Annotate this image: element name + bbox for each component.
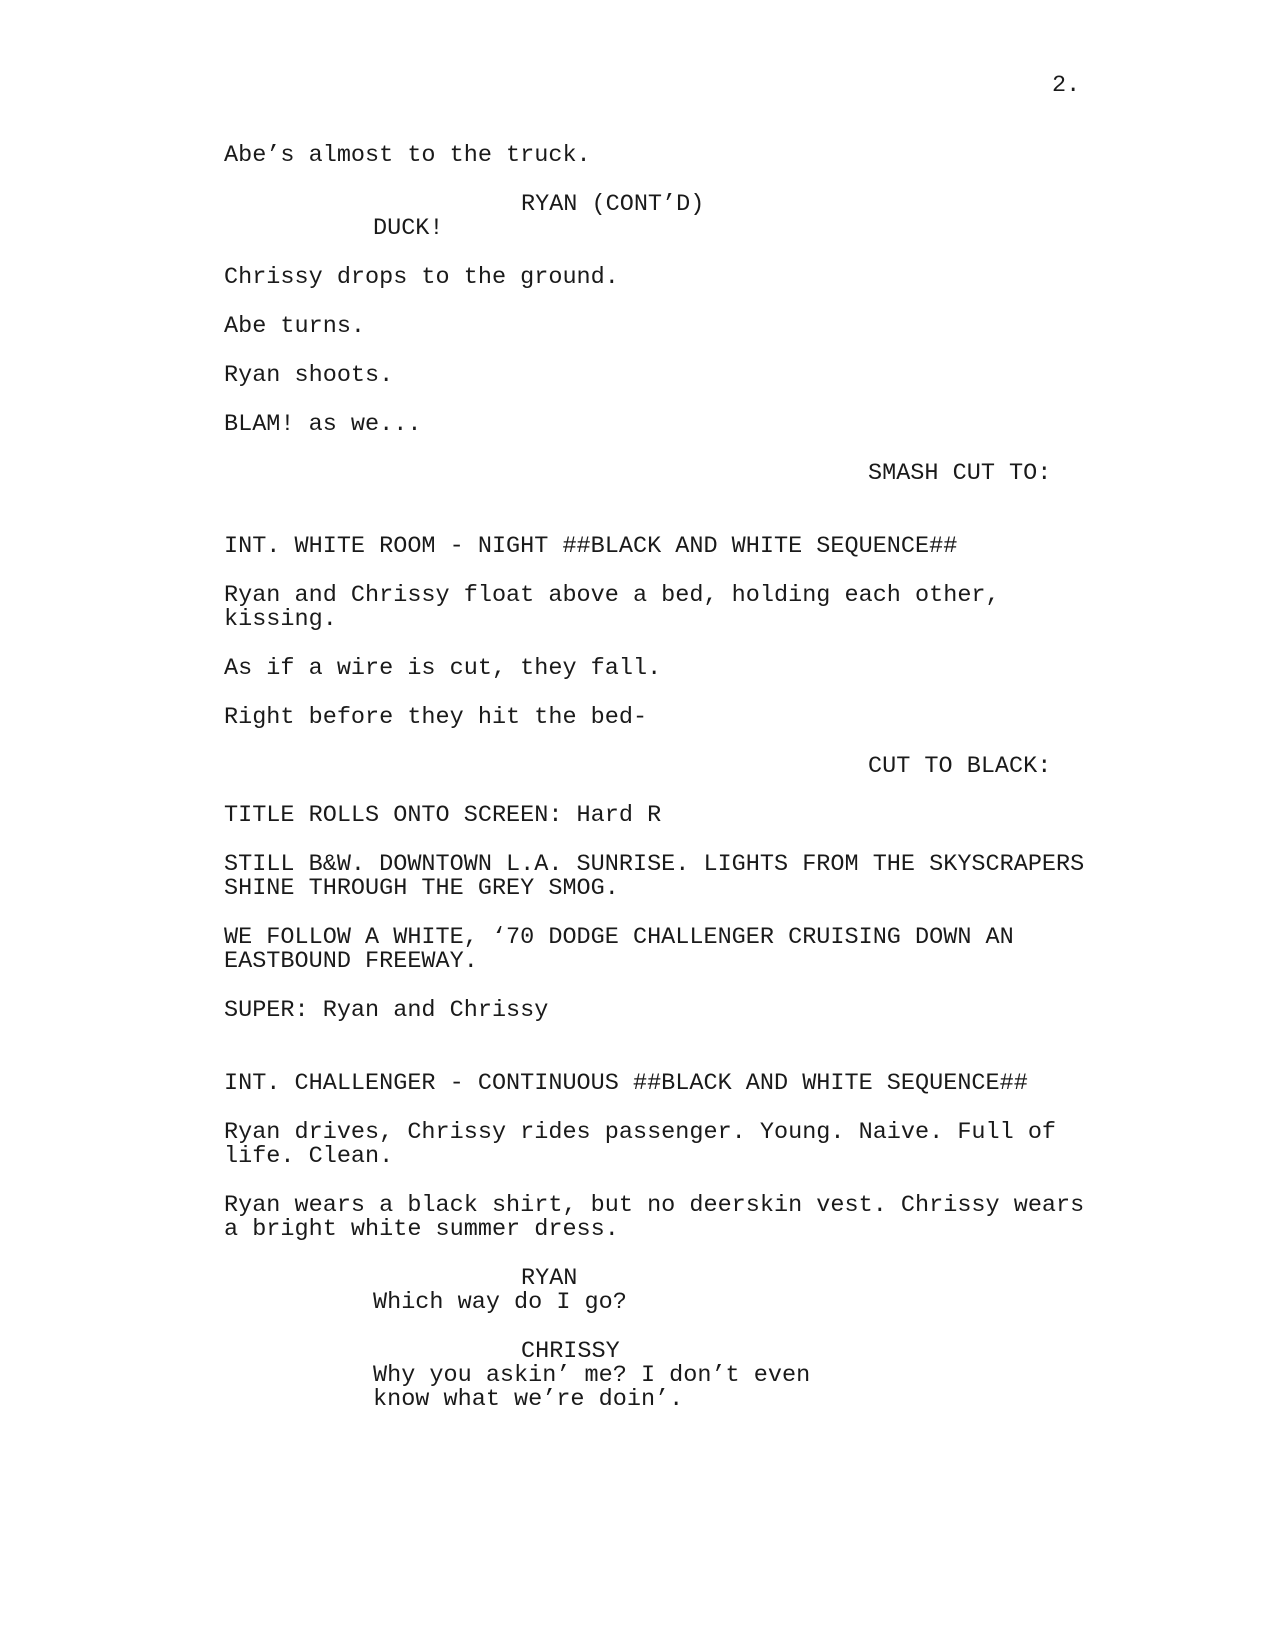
action-line: a bright white summer dress. — [224, 1216, 619, 1243]
action-line: Ryan shoots. — [224, 362, 394, 389]
action-line: SHINE THROUGH THE GREY SMOG. — [224, 875, 619, 902]
action-line: As if a wire is cut, they fall. — [224, 655, 662, 682]
action-line: EASTBOUND FREEWAY. — [224, 948, 478, 975]
action-line: TITLE ROLLS ONTO SCREEN: Hard R — [224, 802, 662, 829]
dialogue-line: Why you askin’ me? I don’t even — [373, 1362, 811, 1389]
character-cue: CHRISSY — [521, 1338, 620, 1365]
action-line: kissing. — [224, 606, 337, 633]
action-line: Ryan wears a black shirt, but no deerskin vest. Chrissy wears — [224, 1192, 1085, 1219]
action-line: Right before they hit the bed- — [224, 704, 648, 731]
action-line: Ryan drives, Chrissy rides passenger. Young. Naive. Full of — [224, 1119, 1057, 1146]
action-line: STILL B&W. DOWNTOWN L.A. SUNRISE. LIGHTS FROM THE SKYSCRAPERS — [224, 851, 1085, 878]
dialogue-line: DUCK! — [373, 215, 444, 242]
page-number: 2. — [1052, 72, 1081, 99]
action-line: SUPER: Ryan and Chrissy — [224, 997, 549, 1024]
dialogue-line: know what we’re doin’. — [373, 1386, 684, 1413]
action-line: WE FOLLOW A WHITE, ‘70 DODGE CHALLENGER CRUISING DOWN AN — [224, 924, 1014, 951]
dialogue-line: Which way do I go? — [373, 1289, 627, 1316]
action-line: life. Clean. — [224, 1143, 394, 1170]
transition: SMASH CUT TO: — [868, 460, 1052, 487]
action-line: Abe turns. — [224, 313, 366, 340]
action-line: Ryan and Chrissy float above a bed, holding each other, — [224, 582, 1000, 609]
character-cue: RYAN (CONT’D) — [521, 191, 705, 218]
scene-heading: INT. CHALLENGER - CONTINUOUS ##BLACK AND WHITE SEQUENCE## — [224, 1070, 1028, 1097]
action-line: Chrissy drops to the ground. — [224, 264, 619, 291]
action-line: Abe’s almost to the truck. — [224, 142, 591, 169]
character-cue: RYAN — [521, 1265, 578, 1292]
action-line: BLAM! as we... — [224, 411, 422, 438]
scene-heading: INT. WHITE ROOM - NIGHT ##BLACK AND WHITE SEQUENCE## — [224, 533, 958, 560]
transition: CUT TO BLACK: — [868, 753, 1052, 780]
